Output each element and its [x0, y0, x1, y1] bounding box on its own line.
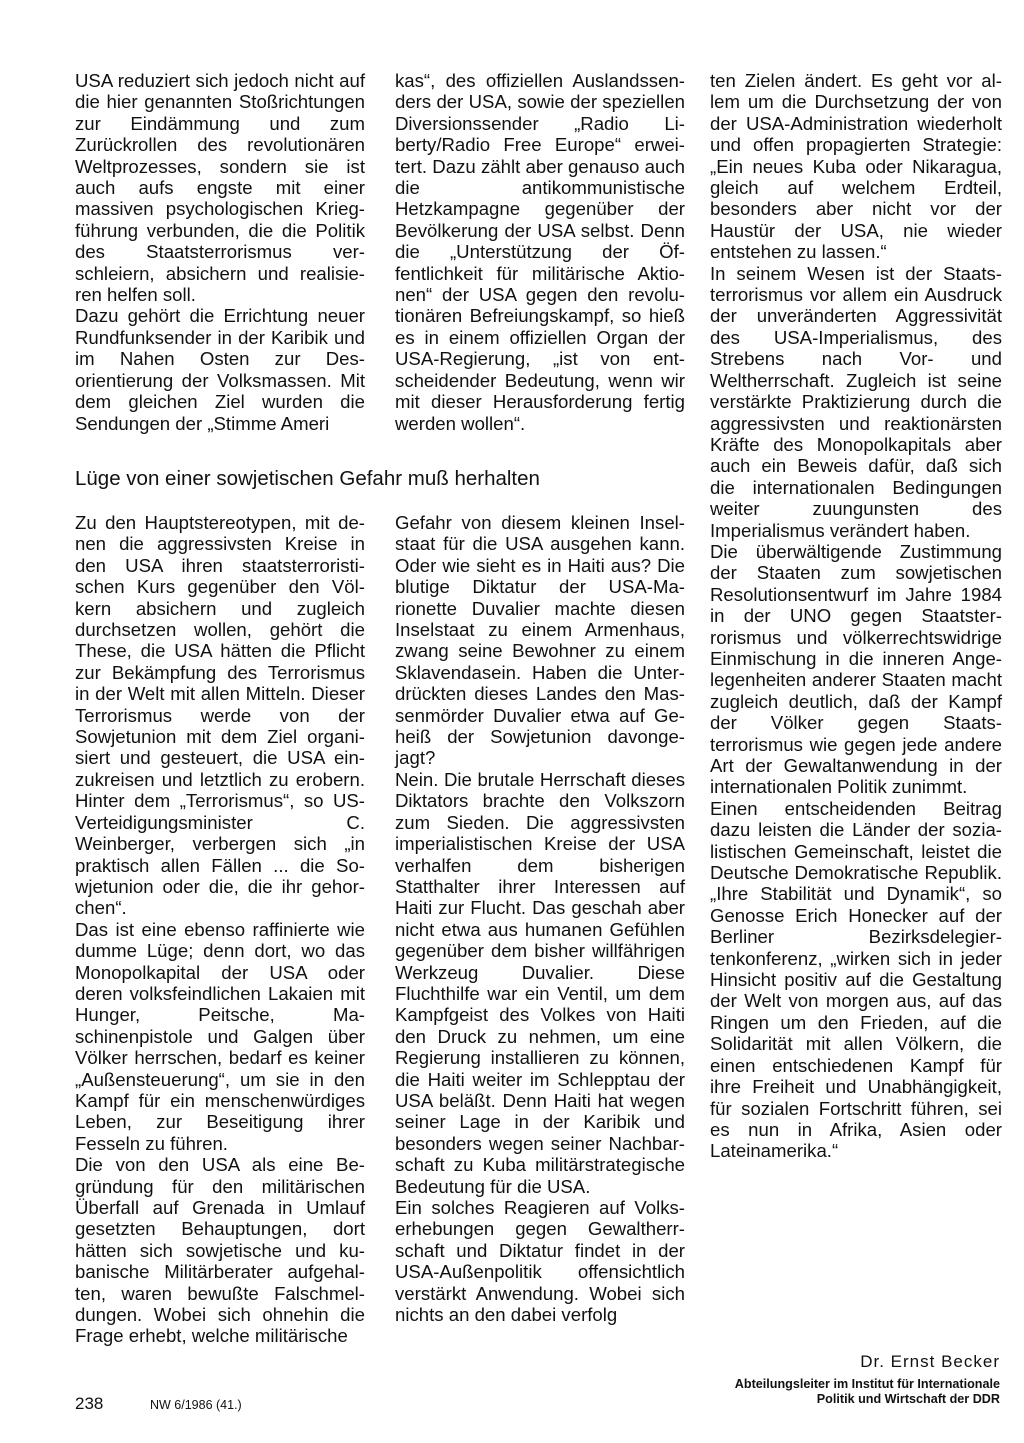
article-column-top-left	[75, 70, 365, 434]
paragraph: Ein solches Reagieren auf Volkserhebungen gegen Gewaltherrschaft und Diktatur findet in der USA-Außenpolitik offensichtlich verstärkt Anwendung. Wobei sich nichts an den dabei verfolg	[395, 1197, 685, 1326]
issue-label: NW 6/1986 (41.)	[150, 1398, 242, 1412]
paragraph: In seinem Wesen ist der Staatsterrorismus vor allem ein Ausdruck der unveränderten Aggressivität des USA-Imperialismus, des Strebens nach Vor- und Weltherrschaft. Zugleich ist seine verstärkte Praktizierung durch die aggressivsten und reaktionärsten Kräfte des Monopolkapitals aber auch ein Beweis dafür, daß sich die internationalen Bedingungen weiter zuungunsten des Imperialismus verändert haben.	[710, 262, 1002, 541]
paragraph: Einen entscheidenden Beitrag dazu leisten die Länder der sozialistischen Gemeinschaft, leistet die Deutsche Demokratische Republik. „Ihre Stabilität und Dynamik“, so Genosse Erich Honecker auf der Berliner Bezirksdelegiertenkonferenz, „wirken sich in jeder Hinsicht positiv auf die Gestaltung der Welt von morgen aus, auf das Ringen um den Frieden, auf die Solidarität mit allen Völkern, die einen entschiedenen Kampf für ihre Freiheit und Unabhängigkeit, für sozialen Fortschritt führen, sei es nun in Afrika, Asien oder Lateinamerika.“	[710, 797, 1002, 1162]
paragraph: kas“, des offiziellen Auslandssenders der USA, sowie der speziellen Diversionssender „Radio Liberty/Radio Free Europe“ erweitert. Dazu zählt aber genauso auch die antikommunistische Hetzkampagne gegenüber der Bevölkerung der USA selbst. Denn die „Unterstützung der Öffentlichkeit für militärische Aktionen“ der USA gegen den revolutionären Befreiungskampf, so hieß es in einem offiziellen Organ der USA-Regierung, „ist von entscheidender Bedeutung, wenn wir mit dieser Herausforderung fertig werden wollen“.	[395, 70, 685, 434]
paragraph: Dazu gehört die Errichtung neuer Rundfunksender in der Karibik und im Nahen Osten zur Desorientierung der Volksmassen. Mit dem gleichen Ziel wurden die Sendungen der „Stimme Ameri	[75, 305, 365, 434]
paragraph: Die überwältigende Zustimmung der Staaten zum sowjetischen Resolutionsentwurf im Jahre 1984 in der UNO gegen Staatsterrorismus und völkerrechtswidrige Einmischung in die inneren Angelegenheiten anderer Staaten macht zugleich deutlich, daß der Kampf der Völker gegen Staatsterrorismus wie gegen jede andere Art der Gewaltanwendung in der internationalen Politik zunimmt.	[710, 540, 1002, 798]
paragraph: Gefahr von diesem kleinen Inselstaat für die USA ausgehen kann. Oder wie sieht es in Haiti aus? Die blutige Diktatur der USA-Marionette Duvalier machte diesen Inselstaat zu einem Armenhaus, zwang seine Bewohner zu einem Sklavendasein. Haben die Unterdrückten dieses Landes den Massenmörder Duvalier etwa auf Geheiß der Sowjetunion davongejagt?	[395, 512, 685, 769]
article-column-bottom-left	[75, 512, 365, 1347]
author-name: Dr. Ernst Becker	[860, 1352, 1000, 1371]
author-affiliation: Abteilungsleiter im Institut für Internationale Politik und Wirtschaft der DDR	[734, 1377, 1000, 1406]
article-column-top-middle	[395, 70, 685, 434]
section-heading: Lüge von einer sowjetischen Gefahr muß herhalten	[75, 467, 540, 490]
article-column-bottom-middle	[395, 512, 685, 1325]
paragraph: USA reduziert sich jedoch nicht auf die hier genannten Stoßrichtungen zur Eindämmung und zum Zurückrollen des revolutionären Weltprozesses, sondern sie ist auch aufs engste mit einer massiven psychologischen Kriegführung verbunden, die die Politik des Staatsterrorismus verschleiern, absichern und realisieren helfen soll.	[75, 70, 365, 306]
page-number: 238	[75, 1394, 104, 1413]
paragraph: ten Zielen ändert. Es geht vor allem um die Durchsetzung der von der USA-Administration wiederholt und offen propagierten Strategie: „Ein neues Kuba oder Nikaragua, gleich auf welchem Erdteil, besonders aber nicht vor der Haustür der USA, nie wieder entstehen zu lassen.“	[710, 70, 1002, 263]
paragraph: Nein. Die brutale Herrschaft dieses Diktators brachte den Volkszorn zum Sieden. Die aggressivsten imperialistischen Kreise der USA verhalfen dem bisherigen Statthalter ihrer Interessen auf Haiti zur Flucht. Das geschah aber nicht etwa aus humanen Gefühlen gegenüber dem bisher willfährigen Werkzeug Duvalier. Diese Fluchthilfe war ein Ventil, um dem Kampfgeist des Volkes von Haiti den Druck zu nehmen, um eine Regierung installieren zu können, die Haiti weiter im Schlepptau der USA beläßt. Denn Haiti hat wegen seiner Lage in der Karibik und besonders wegen seiner Nachbarschaft zu Kuba militärstrategische Bedeutung für die USA.	[395, 768, 685, 1197]
article-column-right	[710, 70, 1002, 1162]
paragraph: Die von den USA als eine Begründung für den militärischen Überfall auf Grenada in Umlauf gesetzten Behauptungen, dort hätten sich sowjetische und kubanische Militärberater aufgehalten, waren bewußte Falschmeldungen. Wobei sich ohnehin die Frage erhebt, welche militärische	[75, 1154, 365, 1347]
paragraph: Das ist eine ebenso raffinierte wie dumme Lüge; denn dort, wo das Monopolkapital der USA oder deren volksfeindlichen Lakaien mit Hunger, Peitsche, Maschinenpistole und Galgen über Völker herrschen, bedarf es keiner „Außensteuerung“, um sie in den Kampf für ein menschenwürdiges Leben, zur Beseitigung ihrer Fesseln zu führen.	[75, 918, 365, 1154]
paragraph: Zu den Hauptstereotypen, mit denen die aggressivsten Kreise in den USA ihren staatsterroristischen Kurs gegenüber den Völkern absichern und zugleich durchsetzen wollen, gehört die These, die USA hätten die Pflicht zur Bekämpfung des Terrorismus in der Welt mit allen Mitteln. Dieser Terrorismus werde von der Sowjetunion mit dem Ziel organisiert und gesteuert, die USA einzukreisen und letztlich zu erobern. Hinter dem „Terrorismus“, so US-Verteidigungsminister C. Weinberger, verbergen sich „in praktisch allen Fällen ... die Sowjetunion oder die, die ihr gehorchen“.	[75, 512, 365, 919]
